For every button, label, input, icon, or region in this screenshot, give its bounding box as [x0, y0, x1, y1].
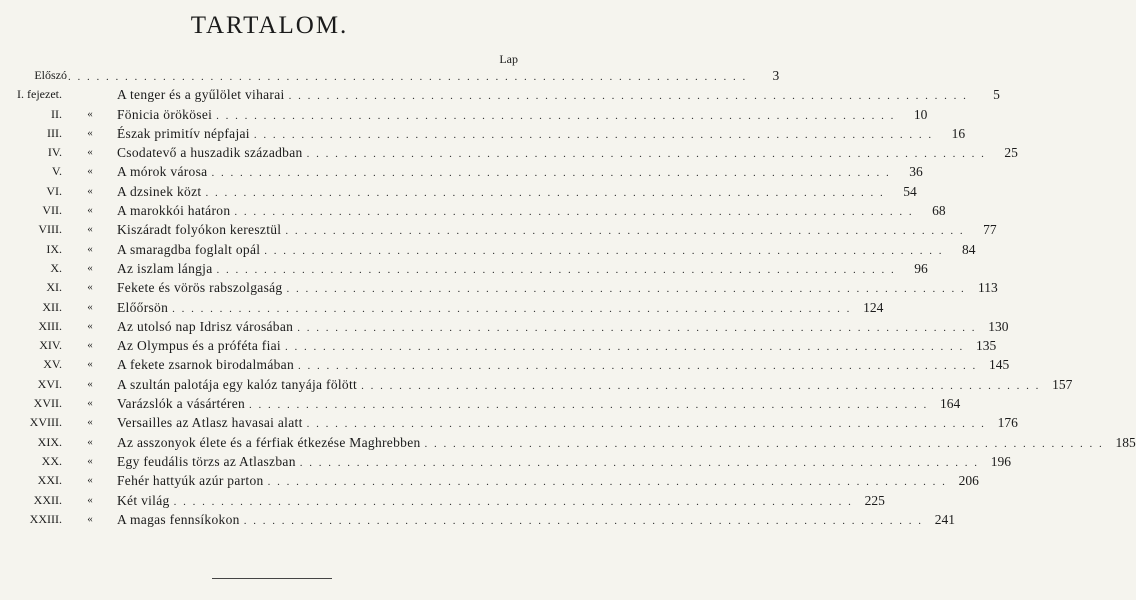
chapter-title: Előőrsön — [117, 299, 169, 315]
entry-line — [117, 259, 928, 280]
ditto-mark: « — [87, 204, 93, 217]
toc-entry — [0, 471, 979, 490]
chapter-number: XV. — [43, 357, 62, 372]
leader-dots: . . . . . . . . . . . . . . . . . . . . . . . . . . . . . . . . . . . . . . . . . . . . . . . . . . . . . . . . . . . . . . . . . . . . . . . . — [234, 206, 914, 219]
toc-entry — [0, 336, 997, 355]
chapter-number: VIII. — [38, 222, 62, 237]
entry-line — [117, 452, 1011, 473]
entry-line — [117, 201, 946, 222]
page-number: 225 — [864, 492, 885, 508]
toc-entry — [0, 85, 1000, 104]
leader-dots: . . . . . . . . . . . . . . . . . . . . . . . . . . . . . . . . . . . . . . . . . . . . . . . . . . . . . . . . . . . . . . . . . . . . . . . . — [267, 476, 947, 489]
toc-entry — [0, 240, 976, 259]
chapter-title: Kiszáradt folyókon keresztül — [117, 222, 282, 238]
toc-entry — [0, 220, 997, 239]
entry-line — [117, 220, 997, 241]
chapter-title: A tenger és a gyűlölet viharai — [117, 87, 285, 103]
chapter-title: Egy feudális törzs az Atlaszban — [117, 453, 296, 469]
leader-dots: . . . . . . . . . . . . . . . . . . . . . . . . . . . . . . . . . . . . . . . . . . . . . . . . . . . . . . . . . . . . . . . . . . . . . . . . — [284, 341, 965, 354]
page-number: 124 — [863, 299, 884, 315]
page-number: 130 — [988, 318, 1009, 334]
toc-entry — [0, 105, 928, 124]
chapter-number: XII. — [42, 299, 62, 314]
ditto-mark: « — [87, 146, 93, 159]
page-number: 96 — [914, 260, 928, 276]
chapter-number: X. — [50, 260, 62, 275]
chapter-number: XVI. — [37, 376, 62, 391]
toc-entry — [0, 355, 1010, 374]
page-title: TARTALOM. — [190, 12, 349, 39]
leader-dots: . . . . . . . . . . . . . . . . . . . . . . . . . . . . . . . . . . . . . . . . . . . . . . . . . . . . . . . . . . . . . . . . . . . . . . . . — [216, 109, 896, 122]
chapter-number: XI. — [46, 280, 62, 295]
chapter-title: Fehér hattyúk azúr parton — [117, 473, 264, 489]
toc-entry — [0, 317, 1009, 336]
toc-entry — [0, 491, 885, 510]
toc-entry — [0, 162, 923, 181]
chapter-number: XXII. — [33, 492, 62, 507]
leader-dots: . . . . . . . . . . . . . . . . . . . . . . . . . . . . . . . . . . . . . . . . . . . . . . . . . . . . . . . . . . . . . . . . . . . . . . . . — [306, 418, 986, 431]
entry-line — [64, 66, 780, 87]
page-number: 36 — [909, 164, 923, 180]
leader-dots: . . . . . . . . . . . . . . . . . . . . . . . . . . . . . . . . . . . . . . . . . . . . . . . . . . . . . . . . . . . . . . . . . . . . . . . . — [172, 302, 852, 315]
chapter-title: Fekete és vörös rabszolgaság — [117, 280, 283, 296]
chapter-number: II. — [51, 106, 62, 121]
ditto-mark: « — [87, 261, 93, 274]
ditto-mark: « — [87, 281, 93, 294]
entry-line — [117, 182, 917, 203]
chapter-title: Fönicia örökösei — [117, 106, 213, 122]
ditto-mark: « — [87, 454, 93, 467]
leader-dots: . . . . . . . . . . . . . . . . . . . . . . . . . . . . . . . . . . . . . . . . . . . . . . . . . . . . . . . . . . . . . . . . . . . . . . . . — [68, 71, 748, 83]
entry-line — [117, 317, 1009, 338]
ditto-mark: « — [87, 339, 93, 352]
leader-dots: . . . . . . . . . . . . . . . . . . . . . . . . . . . . . . . . . . . . . . . . . . . . . . . . . . . . . . . . . . . . . . . . . . . . . . . . — [299, 456, 979, 469]
chapter-number: XX. — [41, 453, 62, 468]
leader-dots: . . . . . . . . . . . . . . . . . . . . . . . . . . . . . . . . . . . . . . . . . . . . . . . . . . . . . . . . . . . . . . . . . . . . . . . . — [298, 360, 978, 373]
chapter-number: XVIII. — [29, 415, 62, 430]
chapter-title: A dzsinek közt — [117, 183, 202, 199]
leader-dots: . . . . . . . . . . . . . . . . . . . . . . . . . . . . . . . . . . . . . . . . . . . . . . . . . . . . . . . . . . . . . . . . . . . . . . . . — [216, 263, 896, 276]
page-number: 135 — [975, 338, 997, 354]
chapter-number: XVII. — [33, 396, 62, 411]
toc-entry — [0, 510, 955, 529]
chapter-title: Versailles az Atlasz havasai alatt — [117, 415, 303, 431]
chapter-number: XIX. — [37, 434, 62, 449]
page-number: 77 — [983, 222, 997, 238]
chapter-number: VII. — [42, 203, 62, 218]
toc-entry — [0, 278, 998, 297]
toc-entry — [0, 298, 884, 317]
ditto-mark: « — [87, 397, 93, 410]
entry-line — [117, 85, 1000, 106]
page-number: 25 — [1004, 145, 1018, 161]
toc-entry — [0, 375, 1073, 394]
chapter-title: A mórok városa — [117, 164, 208, 180]
ditto-mark: « — [87, 474, 93, 487]
chapter-title: Az utolsó nap Idrisz városában — [117, 318, 294, 334]
ditto-mark: « — [87, 377, 93, 390]
page-number: 68 — [932, 203, 946, 219]
chapter-number: VI. — [46, 183, 62, 198]
page-number: 84 — [962, 241, 976, 257]
bottom-rule — [212, 578, 332, 579]
entry-line — [117, 355, 1010, 376]
page-number: 196 — [990, 453, 1011, 469]
page-number: 157 — [1052, 376, 1073, 392]
entry-line — [117, 298, 884, 319]
chapter-title: A smaragdba foglalt opál — [117, 241, 261, 257]
ditto-mark: « — [87, 493, 93, 506]
chapter-title: Észak primitív népfajai — [117, 125, 250, 141]
chapter-number: XIII. — [38, 318, 62, 333]
chapter-title: A szultán palotája egy kalóz tanyája fölött — [117, 376, 358, 392]
chapter-number: IX. — [46, 241, 62, 256]
leader-dots: . . . . . . . . . . . . . . . . . . . . . . . . . . . . . . . . . . . . . . . . . . . . . . . . . . . . . . . . . . . . . . . . . . . . . . . . — [424, 437, 1104, 450]
page-number: 10 — [913, 106, 928, 122]
leader-dots: . . . . . . . . . . . . . . . . . . . . . . . . . . . . . . . . . . . . . . . . . . . . . . . . . . . . . . . . . . . . . . . . . . . . . . . . — [285, 225, 965, 238]
leader-dots: . . . . . . . . . . . . . . . . . . . . . . . . . . . . . . . . . . . . . . . . . . . . . . . . . . . . . . . . . . . . . . . . . . . . . . . . — [361, 379, 1041, 392]
toc-entry — [0, 433, 1136, 452]
page-number: 164 — [940, 396, 961, 412]
page-number: 3 — [772, 68, 780, 83]
chapter-title: Az asszonyok élete és a férfiak étkezése Maghrebben — [117, 434, 421, 450]
leader-dots: . . . . . . . . . . . . . . . . . . . . . . . . . . . . . . . . . . . . . . . . . . . . . . . . . . . . . . . . . . . . . . . . . . . . . . . . — [249, 399, 929, 412]
toc-entry — [0, 182, 917, 201]
entry-line — [117, 240, 976, 261]
entry-line — [117, 471, 979, 492]
entry-line — [117, 413, 1018, 434]
toc-entry — [0, 201, 946, 220]
leader-dots: . . . . . . . . . . . . . . . . . . . . . . . . . . . . . . . . . . . . . . . . . . . . . . . . . . . . . . . . . . . . . . . . . . . . . . . . — [264, 244, 944, 257]
leader-dots: . . . . . . . . . . . . . . . . . . . . . . . . . . . . . . . . . . . . . . . . . . . . . . . . . . . . . . . . . . . . . . . . . . . . . . . . — [286, 283, 966, 296]
chapter-title: A magas fennsíkokon — [117, 511, 240, 527]
leader-dots: . . . . . . . . . . . . . . . . . . . . . . . . . . . . . . . . . . . . . . . . . . . . . . . . . . . . . . . . . . . . . . . . . . . . . . . . — [243, 514, 923, 527]
toc-entry — [0, 143, 1018, 162]
chapter-number: XXI. — [37, 473, 62, 488]
ditto-mark: « — [87, 223, 93, 236]
chapter-title: A fekete zsarnok birodalmában — [117, 357, 295, 373]
page-number: 206 — [958, 473, 979, 489]
leader-dots: . . . . . . . . . . . . . . . . . . . . . . . . . . . . . . . . . . . . . . . . . . . . . . . . . . . . . . . . . . . . . . . . . . . . . . . . — [288, 90, 968, 103]
ditto-mark: « — [87, 512, 93, 525]
chapter-number: XIV. — [39, 338, 62, 353]
entry-line — [117, 124, 966, 145]
page-number: 54 — [903, 183, 917, 199]
toc-entry — [0, 66, 780, 85]
ditto-mark: « — [87, 300, 93, 313]
chapter-number: V. — [51, 164, 62, 179]
entry-line — [117, 394, 961, 415]
chapter-number: XXIII. — [29, 511, 62, 526]
leader-dots: . . . . . . . . . . . . . . . . . . . . . . . . . . . . . . . . . . . . . . . . . . . . . . . . . . . . . . . . . . . . . . . . . . . . . . . . — [297, 321, 977, 334]
ditto-mark: « — [87, 435, 93, 448]
entry-line — [117, 143, 1018, 164]
leader-dots: . . . . . . . . . . . . . . . . . . . . . . . . . . . . . . . . . . . . . . . . . . . . . . . . . . . . . . . . . . . . . . . . . . . . . . . . — [173, 495, 853, 508]
ditto-mark: « — [87, 184, 93, 197]
ditto-mark: « — [87, 358, 93, 371]
chapter-title: Csodatevő a huszadik században — [117, 145, 303, 161]
entry-line — [117, 510, 955, 531]
page-number: 16 — [951, 125, 966, 141]
chapter-title: Két világ — [117, 492, 170, 508]
chapter-number: III. — [47, 125, 62, 140]
entry-line — [117, 162, 923, 183]
entry-line — [117, 433, 1136, 454]
entry-line — [117, 105, 928, 126]
chapter-number: IV. — [47, 145, 62, 160]
toc-entry — [0, 452, 1011, 471]
chapter-title: Az iszlam lángja — [117, 260, 213, 276]
entry-line — [117, 336, 997, 357]
entry-line — [117, 375, 1073, 396]
toc-entry — [0, 394, 961, 413]
toc-entry — [0, 124, 966, 143]
page-number: 241 — [934, 511, 955, 527]
chapter-number: I. fejezet. — [17, 87, 62, 102]
leader-dots: . . . . . . . . . . . . . . . . . . . . . . . . . . . . . . . . . . . . . . . . . . . . . . . . . . . . . . . . . . . . . . . . . . . . . . . . — [211, 167, 891, 180]
toc-list — [0, 66, 1136, 529]
ditto-mark: « — [87, 107, 93, 120]
chapter-title: Varázslók a vásártéren — [117, 396, 246, 412]
chapter-number: Előszó — [34, 68, 67, 82]
ditto-mark: « — [87, 165, 93, 178]
leader-dots: . . . . . . . . . . . . . . . . . . . . . . . . . . . . . . . . . . . . . . . . . . . . . . . . . . . . . . . . . . . . . . . . . . . . . . . . — [306, 148, 986, 161]
page-number: 5 — [993, 87, 1000, 103]
ditto-mark: « — [87, 319, 93, 332]
entry-line — [117, 278, 998, 299]
entry-line — [117, 491, 885, 512]
leader-dots: . . . . . . . . . . . . . . . . . . . . . . . . . . . . . . . . . . . . . . . . . . . . . . . . . . . . . . . . . . . . . . . . . . . . . . . . — [205, 186, 885, 199]
ditto-mark: « — [87, 416, 93, 429]
page-number: 145 — [989, 357, 1010, 373]
ditto-mark: « — [87, 126, 93, 139]
toc-entry — [0, 259, 928, 278]
toc-entry — [0, 413, 1018, 432]
page-number: 113 — [977, 280, 998, 296]
leader-dots: . . . . . . . . . . . . . . . . . . . . . . . . . . . . . . . . . . . . . . . . . . . . . . . . . . . . . . . . . . . . . . . . . . . . . . . . — [253, 128, 934, 141]
page-column-header: Lap — [499, 52, 518, 66]
chapter-title: Az Olympus és a próféta fiai — [117, 338, 281, 354]
chapter-title: A marokkói határon — [117, 203, 231, 219]
page-number: 185 — [1115, 434, 1136, 450]
page-number: 176 — [997, 415, 1018, 431]
ditto-mark: « — [87, 242, 93, 255]
